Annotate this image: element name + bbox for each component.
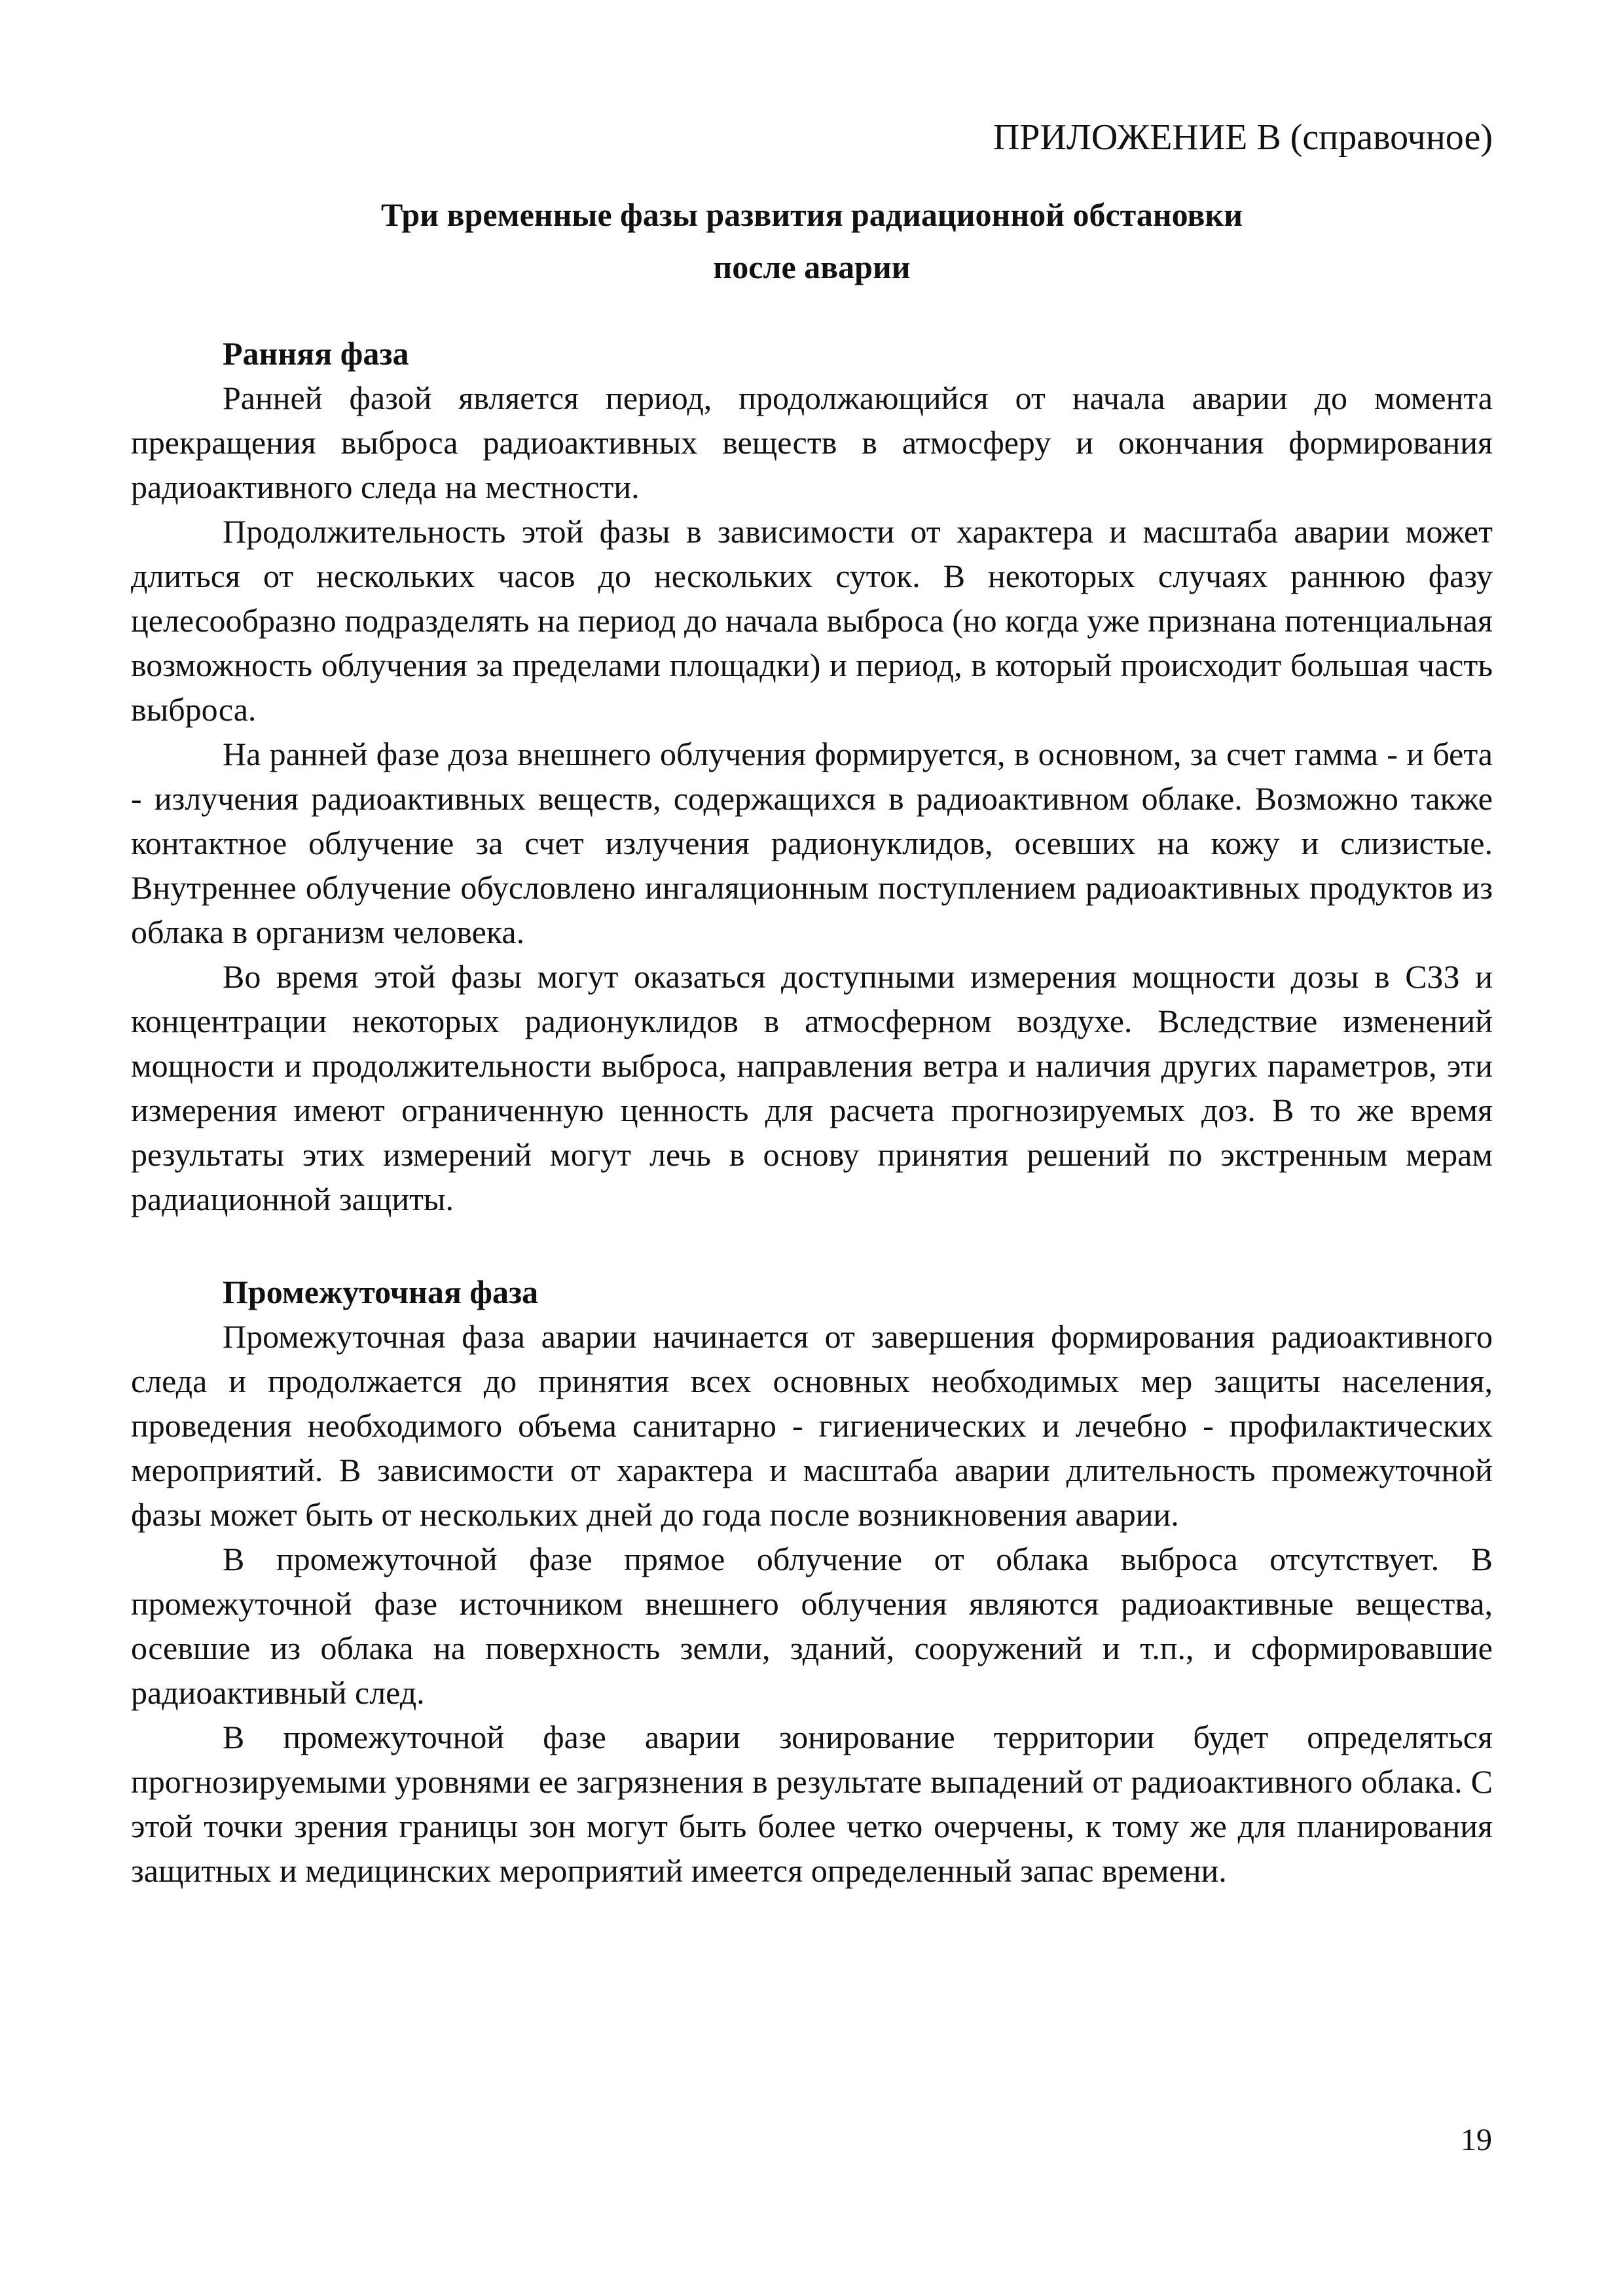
section-intermediate-phase xyxy=(131,1270,1493,1893)
paragraph: Продолжительность этой фазы в зависимости от характера и масштаба аварии может длиться от нескольких часов до нескольких суток. В некоторых случаях раннюю фазу целесообразно подразделять на период до начала выброса (но когда уже признана потенциальная возможность облучения за пределами площадки) и период, в который происходит большая часть выброса. xyxy=(131,513,1493,728)
page-number: 19 xyxy=(1461,2123,1492,2157)
title-line-2: после аварии xyxy=(713,249,911,285)
section-heading: Ранняя фаза xyxy=(223,335,409,372)
paragraph: В промежуточной фазе аварии зонирование территории будет определяться прогнозируемыми уровнями ее загрязнения в результате выпадений от радиоактивного облака. С этой точки зрения границы зон могут быть более четко очерчены, к тому же для планирования защитных и медицинских мероприятий имеется определенный запас времени. xyxy=(131,1719,1493,1889)
paragraph: Промежуточная фаза аварии начинается от завершения формирования радиоактивного следа и продолжается до принятия всех основных необходимых мер защиты населения, проведения необходимого объема санитарно - гигиенических и лечебно - профилактических мероприятий. В зависимости от характера и масштаба аварии длительность промежуточной фазы может быть от нескольких дней до года после возникновения аварии. xyxy=(131,1318,1493,1533)
paragraph: Во время этой фазы могут оказаться доступными измерения мощности дозы в СЗЗ и концентрации некоторых радионуклидов в атмосферном воздухе. Вследствие изменений мощности и продолжительности выброса, направления ветра и наличия других параметров, эти измерения имеют ограниченную ценность для расчета прогнозируемых доз. В то же время результаты этих измерений могут лечь в основу принятия решений по экстренным мерам радиационной защиты. xyxy=(131,958,1493,1217)
section-early-phase xyxy=(131,331,1493,1221)
section-heading: Промежуточная фаза xyxy=(223,1274,539,1310)
paragraph: На ранней фазе доза внешнего облучения формируется, в основном, за счет гамма - и бета - излучения радиоактивных веществ, содержащихся в радиоактивном облаке. Возможно также контактное облучение за счет излучения радионуклидов, осевших на кожу и слизистые. Внутреннее облучение обусловлено ингаляционным поступлением радиоактивных продуктов из облака в организм человека. xyxy=(131,736,1493,950)
title-line-1: Три временные фазы развития радиационной обстановки xyxy=(380,196,1243,233)
page-title xyxy=(131,188,1493,293)
appendix-label: ПРИЛОЖЕНИЕ В (справочное) xyxy=(993,117,1493,158)
paragraph: Ранней фазой является период, продолжающийся от начала аварии до момента прекращения выброса радиоактивных веществ в атмосферу и окончания формирования радиоактивного следа на местности. xyxy=(131,380,1493,505)
paragraph: В промежуточной фазе прямое облучение от облака выброса отсутствует. В промежуточной фазе источником внешнего облучения являются радиоактивные вещества, осевшие из облака на поверхность земли, зданий, сооружений и т.п., и сформировавшие радиоактивный след. xyxy=(131,1541,1493,1711)
document-page xyxy=(131,111,1493,1893)
